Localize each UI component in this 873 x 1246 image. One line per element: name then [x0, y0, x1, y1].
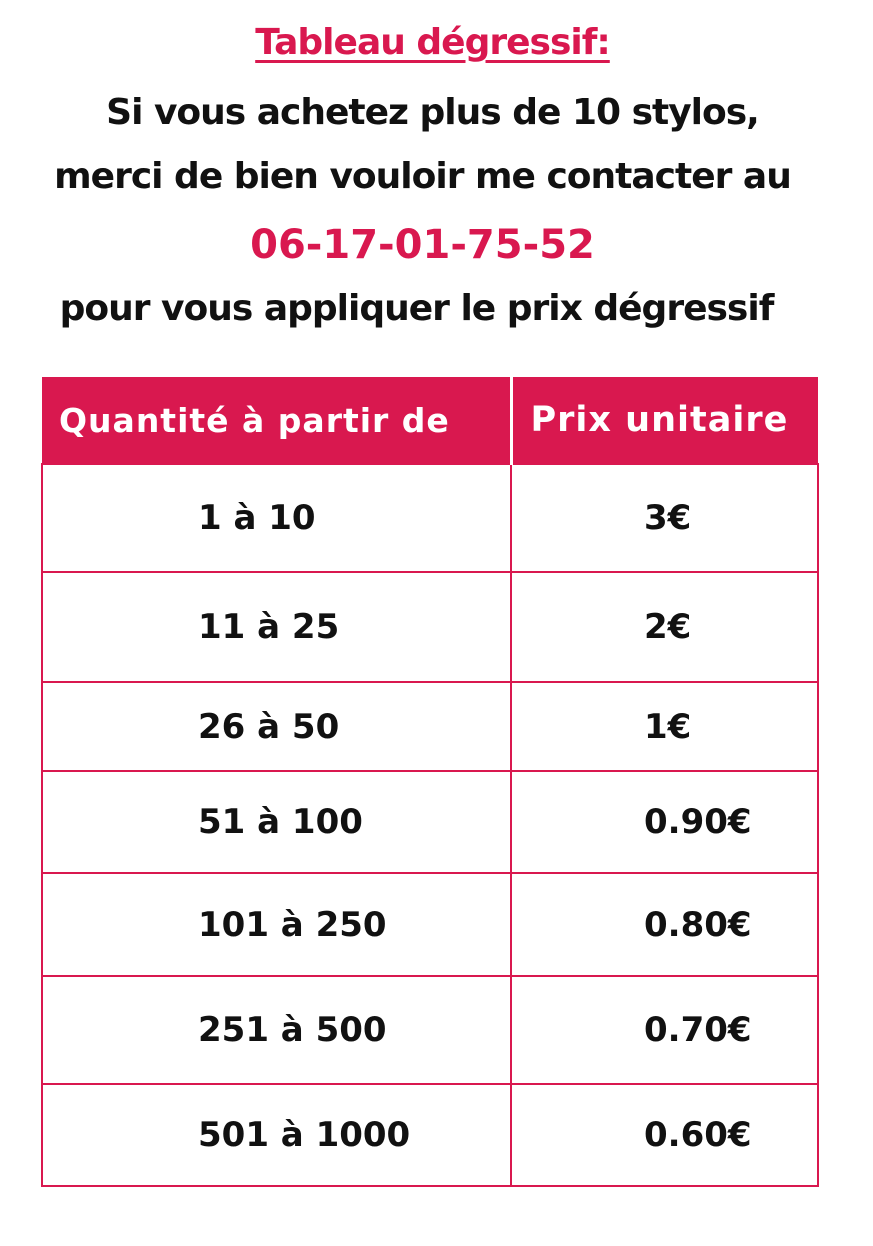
- pricing-table: [41, 377, 819, 1187]
- table-row: [42, 682, 818, 771]
- price-cell: 2€: [511, 572, 818, 682]
- header-quantity: Quantité à partir de: [42, 377, 511, 464]
- pricing-table-container: [41, 377, 817, 1187]
- phone-number: 06-17-01-75-52: [250, 222, 595, 268]
- quantity-cell: 51 à 100: [42, 771, 511, 873]
- quantity-cell: 501 à 1000: [42, 1084, 511, 1186]
- table-header-row: [42, 377, 818, 464]
- page-title: Tableau dégressif:: [255, 22, 610, 63]
- quantity-cell: 11 à 25: [42, 572, 511, 682]
- quantity-cell: 251 à 500: [42, 976, 511, 1084]
- table-row: [42, 771, 818, 873]
- price-cell: 0.80€: [511, 873, 818, 976]
- price-cell: 3€: [511, 464, 818, 572]
- quantity-cell: 1 à 10: [42, 464, 511, 572]
- table-row: [42, 1084, 818, 1186]
- price-cell: 0.90€: [511, 771, 818, 873]
- intro-line-4: pour vous appliquer le prix dégressif: [59, 288, 774, 329]
- quantity-cell: 101 à 250: [42, 873, 511, 976]
- intro-line-2: merci de bien vouloir me contacter au: [54, 156, 791, 197]
- header-unit-price: Prix unitaire: [511, 377, 818, 464]
- table-row: [42, 873, 818, 976]
- intro-line-1: Si vous achetez plus de 10 stylos,: [106, 92, 759, 133]
- table-row: [42, 464, 818, 572]
- price-cell: 0.70€: [511, 976, 818, 1084]
- table-row: [42, 976, 818, 1084]
- quantity-cell: 26 à 50: [42, 682, 511, 771]
- price-cell: 0.60€: [511, 1084, 818, 1186]
- price-cell: 1€: [511, 682, 818, 771]
- table-row: [42, 572, 818, 682]
